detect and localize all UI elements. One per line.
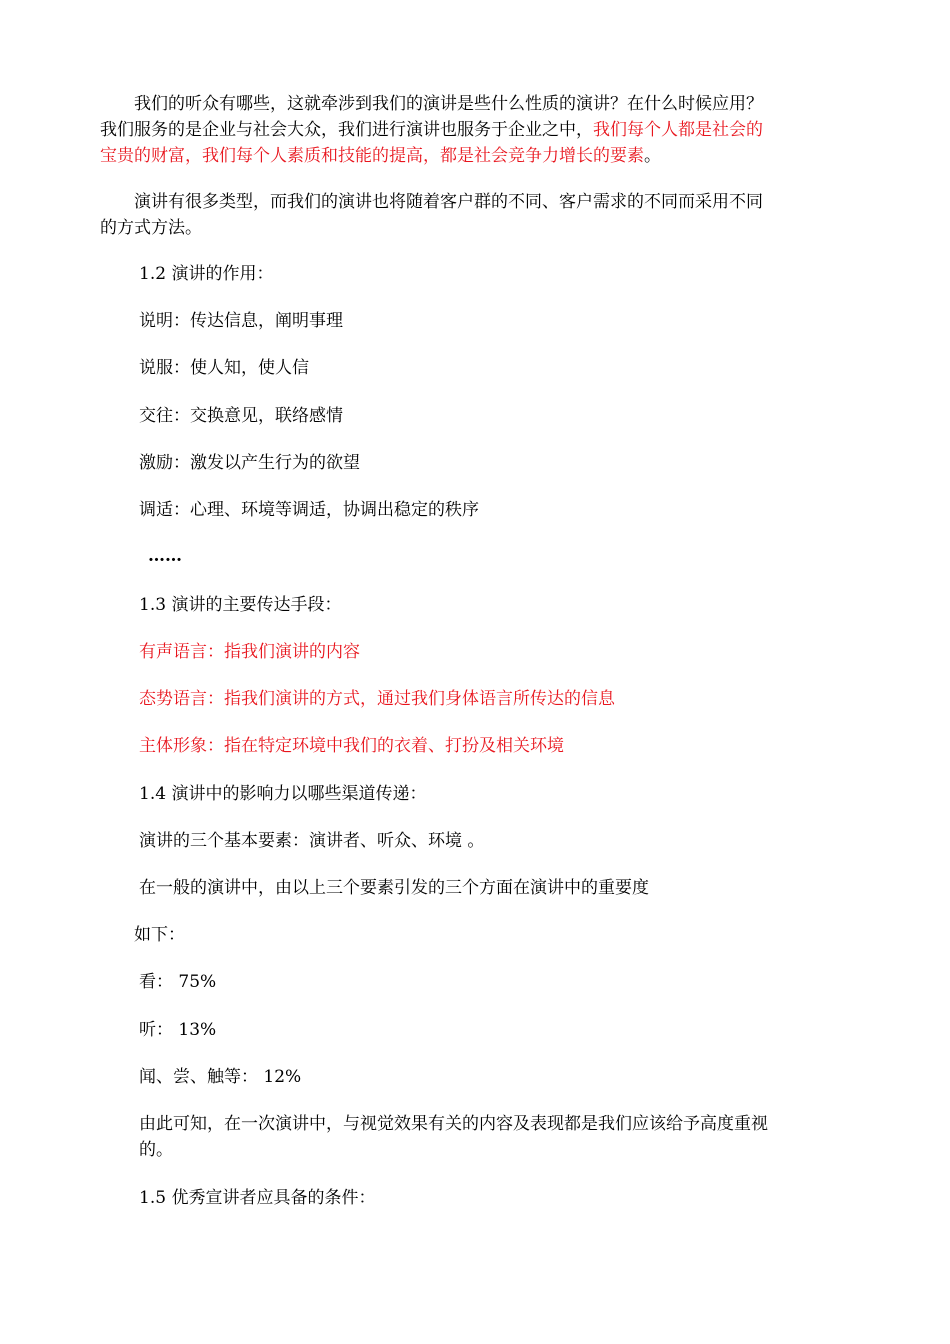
- section-heading: 1.3 演讲的主要传达手段：: [139, 595, 342, 615]
- paragraph-line: 演讲有很多类型，而我们的演讲也将随着客户群的不同、客户需求的不同而采用不同: [100, 192, 763, 212]
- section-heading: 1.4 演讲中的影响力以哪些渠道传递：: [139, 784, 427, 804]
- list-item: 交往：交换意见，联络感情: [139, 406, 343, 426]
- list-item: 主体形象：指在特定环境中我们的衣着、打扮及相关环境: [139, 736, 564, 756]
- section-heading: 1.5 优秀宣讲者应具备的条件：: [139, 1188, 376, 1208]
- paragraph-line: 如下：: [134, 925, 185, 945]
- stat-item: 看： 75%: [139, 972, 217, 992]
- section-heading: 1.2 演讲的作用：: [139, 264, 274, 284]
- paragraph-line: 演讲的三个基本要素：演讲者、听众、环境 。: [139, 831, 485, 851]
- highlighted-text: 宝贵的财富，我们每个人素质和技能的提高，都是社会竞争力增长的要素: [100, 146, 644, 166]
- paragraph-text: 我们服务的是企业与社会大众，我们进行演讲也服务于企业之中，: [100, 120, 593, 140]
- paragraph-text: 。: [644, 146, 661, 166]
- stat-item: 闻、尝、触等： 12%: [139, 1067, 302, 1087]
- paragraph-line: [100, 118, 763, 142]
- stat-item: 听： 13%: [139, 1020, 217, 1040]
- list-item: 调适：心理、环境等调适，协调出稳定的秩序: [139, 500, 479, 520]
- list-item: 说明：传达信息，阐明事理: [139, 311, 343, 331]
- list-item: 有声语言：指我们演讲的内容: [139, 642, 360, 662]
- paragraph-line: [100, 144, 661, 168]
- list-item: 激励：激发以产生行为的欲望: [139, 453, 360, 473]
- list-item: 说服：使人知，使人信: [139, 358, 309, 378]
- ellipsis: ……: [148, 546, 182, 566]
- list-item: 态势语言：指我们演讲的方式，通过我们身体语言所传达的信息: [139, 689, 615, 709]
- paragraph-line: 在一般的演讲中，由以上三个要素引发的三个方面在演讲中的重要度: [139, 878, 649, 898]
- paragraph-line: 由此可知，在一次演讲中，与视觉效果有关的内容及表现都是我们应该给予高度重视: [139, 1114, 768, 1134]
- paragraph-line: 的。: [139, 1140, 173, 1160]
- paragraph-line: 的方式方法。: [100, 218, 202, 238]
- highlighted-text: 我们每个人都是社会的: [593, 120, 763, 140]
- paragraph-line: 我们的听众有哪些，这就牵涉到我们的演讲是些什么性质的演讲？在什么时候应用？: [100, 94, 763, 114]
